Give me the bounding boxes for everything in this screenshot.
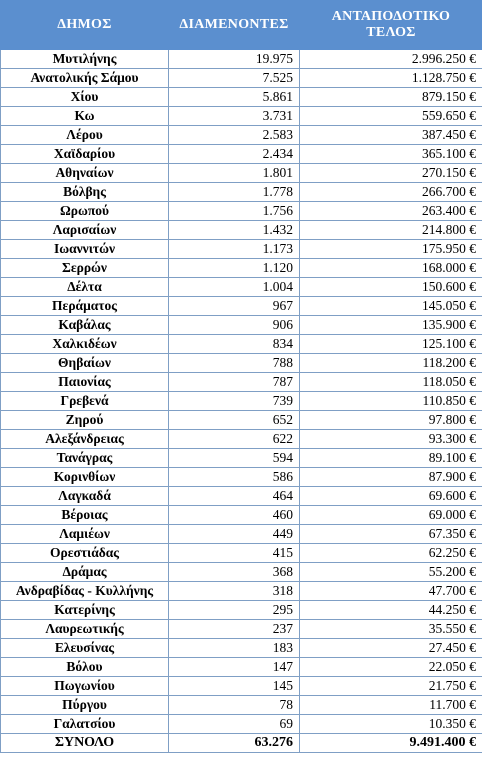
header-fee	[300, 1, 482, 50]
residents-cell: 147	[169, 658, 300, 677]
fee-cell: 365.100 €	[300, 145, 482, 164]
municipality-cell: Ανδραβίδας - Κυλλήνης	[1, 582, 169, 601]
residents-cell: 622	[169, 430, 300, 449]
residents-cell: 368	[169, 563, 300, 582]
residents-cell: 464	[169, 487, 300, 506]
fee-cell: 118.200 €	[300, 354, 482, 373]
residents-cell: 183	[169, 639, 300, 658]
table-row	[1, 88, 482, 107]
table-body	[1, 50, 482, 753]
fee-cell: 150.600 €	[300, 278, 482, 297]
table-row	[1, 639, 482, 658]
table-row	[1, 430, 482, 449]
municipality-cell: Περάματος	[1, 297, 169, 316]
municipality-cell: Κατερίνης	[1, 601, 169, 620]
municipality-cell: Παιονίας	[1, 373, 169, 392]
residents-cell: 1.004	[169, 278, 300, 297]
fee-cell: 62.250 €	[300, 544, 482, 563]
table-row	[1, 544, 482, 563]
fee-cell: 135.900 €	[300, 316, 482, 335]
total-row	[1, 734, 482, 753]
residents-cell: 63.276	[169, 734, 300, 753]
municipality-cell: Λαμιέων	[1, 525, 169, 544]
fee-cell: 87.900 €	[300, 468, 482, 487]
table-row	[1, 601, 482, 620]
municipality-cell: Χαλκιδέων	[1, 335, 169, 354]
fee-cell: 387.450 €	[300, 126, 482, 145]
table-row	[1, 392, 482, 411]
table-row	[1, 696, 482, 715]
municipality-cell: Χαϊδαρίου	[1, 145, 169, 164]
municipality-cell: Δράμας	[1, 563, 169, 582]
residents-cell: 145	[169, 677, 300, 696]
residents-cell: 19.975	[169, 50, 300, 69]
table-row	[1, 582, 482, 601]
municipality-cell: Μυτιλήνης	[1, 50, 169, 69]
residents-cell: 739	[169, 392, 300, 411]
residents-cell: 1.173	[169, 240, 300, 259]
municipality-cell: Κορινθίων	[1, 468, 169, 487]
municipality-cell: Αλεξάνδρειας	[1, 430, 169, 449]
table-row	[1, 183, 482, 202]
fee-cell: 67.350 €	[300, 525, 482, 544]
residents-cell: 69	[169, 715, 300, 734]
residents-cell: 2.434	[169, 145, 300, 164]
municipality-cell: Βέροιας	[1, 506, 169, 525]
residents-cell: 318	[169, 582, 300, 601]
fee-cell: 44.250 €	[300, 601, 482, 620]
municipality-cell: Βόλβης	[1, 183, 169, 202]
table-row	[1, 335, 482, 354]
residents-cell: 788	[169, 354, 300, 373]
municipality-cell: Πύργου	[1, 696, 169, 715]
residents-cell: 415	[169, 544, 300, 563]
municipality-cell: Πωγωνίου	[1, 677, 169, 696]
fee-cell: 89.100 €	[300, 449, 482, 468]
residents-cell: 460	[169, 506, 300, 525]
fee-cell: 214.800 €	[300, 221, 482, 240]
fee-cell: 21.750 €	[300, 677, 482, 696]
table-row	[1, 354, 482, 373]
municipality-cell: Καβάλας	[1, 316, 169, 335]
municipality-cell: Γαλατσίου	[1, 715, 169, 734]
fee-cell: 2.996.250 €	[300, 50, 482, 69]
table-row	[1, 449, 482, 468]
table-row	[1, 411, 482, 430]
residents-cell: 237	[169, 620, 300, 639]
municipality-cell: Λαυρεωτικής	[1, 620, 169, 639]
fee-cell: 11.700 €	[300, 696, 482, 715]
municipality-cell: Θηβαίων	[1, 354, 169, 373]
table-header	[1, 1, 482, 50]
municipality-cell: Λαρισαίων	[1, 221, 169, 240]
fee-cell: 168.000 €	[300, 259, 482, 278]
table-row	[1, 50, 482, 69]
fee-cell: 55.200 €	[300, 563, 482, 582]
table-row	[1, 316, 482, 335]
fee-cell: 10.350 €	[300, 715, 482, 734]
fee-cell: 145.050 €	[300, 297, 482, 316]
municipality-cell: Δέλτα	[1, 278, 169, 297]
municipality-cell: Αθηναίων	[1, 164, 169, 183]
fee-cell: 118.050 €	[300, 373, 482, 392]
residents-cell: 78	[169, 696, 300, 715]
municipality-cell: Τανάγρας	[1, 449, 169, 468]
fee-cell: 559.650 €	[300, 107, 482, 126]
residents-cell: 906	[169, 316, 300, 335]
fee-cell: 9.491.400 €	[300, 734, 482, 753]
residents-cell: 2.583	[169, 126, 300, 145]
table-row	[1, 373, 482, 392]
table-row	[1, 221, 482, 240]
municipality-cell: Ορεστιάδας	[1, 544, 169, 563]
residents-cell: 1.778	[169, 183, 300, 202]
municipality-cell: Ανατολικής Σάμου	[1, 69, 169, 88]
table-row	[1, 107, 482, 126]
header-residents: ΔΙΑΜΕΝΟΝΤΕΣ	[169, 1, 300, 50]
residents-cell: 586	[169, 468, 300, 487]
fee-cell: 69.600 €	[300, 487, 482, 506]
table-row	[1, 259, 482, 278]
header-municipality: ΔΗΜΟΣ	[1, 1, 169, 50]
residents-cell: 5.861	[169, 88, 300, 107]
municipality-cell: Κω	[1, 107, 169, 126]
residents-cell: 787	[169, 373, 300, 392]
fee-cell: 93.300 €	[300, 430, 482, 449]
table-row	[1, 658, 482, 677]
residents-cell: 594	[169, 449, 300, 468]
municipality-cell: Ωρωπού	[1, 202, 169, 221]
table-row	[1, 563, 482, 582]
municipality-cell: Σερρών	[1, 259, 169, 278]
residents-cell: 1.801	[169, 164, 300, 183]
fee-cell: 69.000 €	[300, 506, 482, 525]
table-row	[1, 202, 482, 221]
fee-cell: 266.700 €	[300, 183, 482, 202]
municipality-cell: Λέρου	[1, 126, 169, 145]
fee-cell: 263.400 €	[300, 202, 482, 221]
municipality-cell: Ιωαννιτών	[1, 240, 169, 259]
table-row	[1, 620, 482, 639]
table-row	[1, 468, 482, 487]
residents-cell: 295	[169, 601, 300, 620]
fee-cell: 879.150 €	[300, 88, 482, 107]
residents-cell: 1.756	[169, 202, 300, 221]
table-row	[1, 69, 482, 88]
fee-cell: 125.100 €	[300, 335, 482, 354]
fee-cell: 175.950 €	[300, 240, 482, 259]
header-row	[1, 1, 482, 50]
fee-cell: 270.150 €	[300, 164, 482, 183]
residents-cell: 834	[169, 335, 300, 354]
municipality-cell: Γρεβενά	[1, 392, 169, 411]
table-row	[1, 240, 482, 259]
header-fee-line2: ΤΕΛΟΣ	[366, 25, 416, 40]
table-row	[1, 506, 482, 525]
header-fee-line1: ΑΝΤΑΠΟΔΟΤΙΚΟ	[331, 9, 451, 24]
fee-cell: 35.550 €	[300, 620, 482, 639]
fee-cell: 27.450 €	[300, 639, 482, 658]
table-row	[1, 525, 482, 544]
table-row	[1, 715, 482, 734]
municipality-cell: Χίου	[1, 88, 169, 107]
table-row	[1, 145, 482, 164]
municipality-cell: Ελευσίνας	[1, 639, 169, 658]
fee-cell: 47.700 €	[300, 582, 482, 601]
municipality-cell: Λαγκαδά	[1, 487, 169, 506]
residents-cell: 652	[169, 411, 300, 430]
table-row	[1, 297, 482, 316]
fee-cell: 110.850 €	[300, 392, 482, 411]
table-row	[1, 677, 482, 696]
residents-cell: 7.525	[169, 69, 300, 88]
residents-cell: 1.432	[169, 221, 300, 240]
fee-cell: 97.800 €	[300, 411, 482, 430]
residents-cell: 1.120	[169, 259, 300, 278]
municipality-cell: ΣΥΝΟΛΟ	[1, 734, 169, 753]
fee-cell: 1.128.750 €	[300, 69, 482, 88]
table-row	[1, 164, 482, 183]
table-row	[1, 278, 482, 297]
fee-cell: 22.050 €	[300, 658, 482, 677]
municipality-cell: Βόλου	[1, 658, 169, 677]
residents-cell: 449	[169, 525, 300, 544]
municipality-cell: Ζηρού	[1, 411, 169, 430]
residents-cell: 3.731	[169, 107, 300, 126]
table-row	[1, 126, 482, 145]
residents-cell: 967	[169, 297, 300, 316]
table-row	[1, 487, 482, 506]
